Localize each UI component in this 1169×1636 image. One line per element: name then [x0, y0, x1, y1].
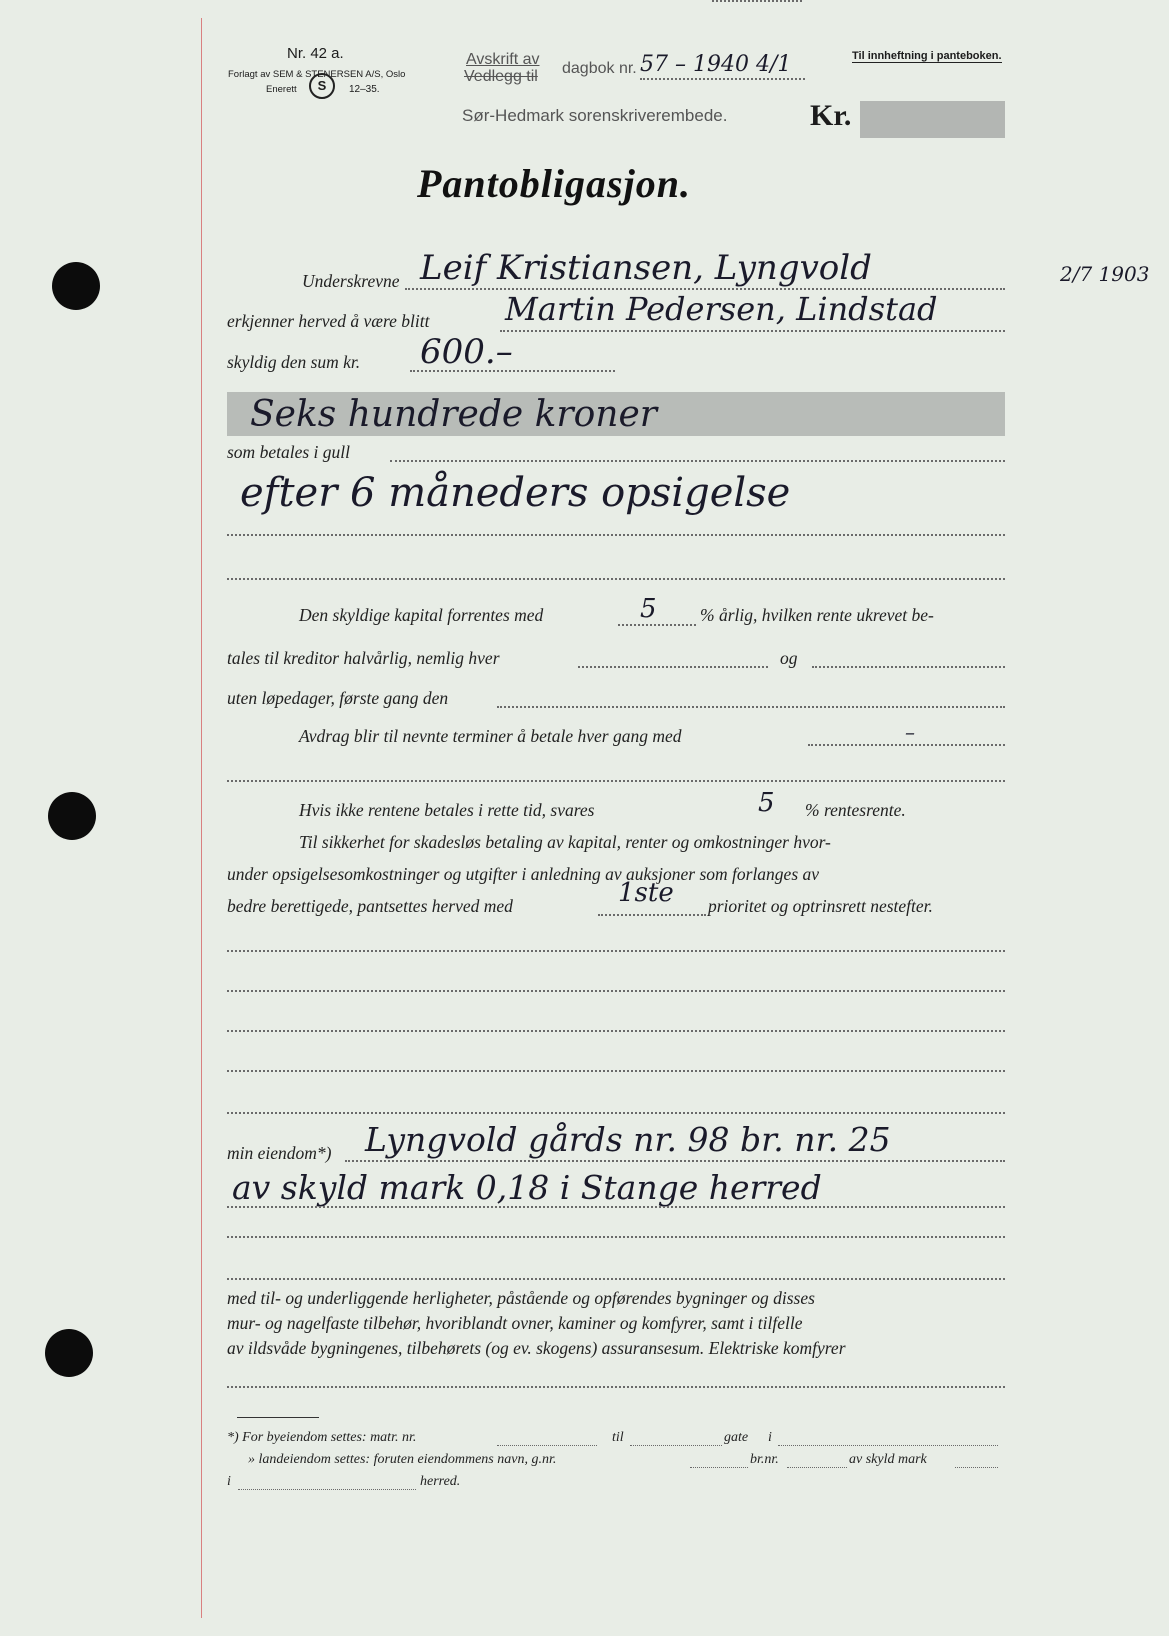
binder-hole-top [52, 262, 100, 310]
kreditor-text: tales til kreditor halvårlig, nemlig hver [227, 648, 500, 668]
binding-note: Til innheftning i panteboken. [852, 50, 1002, 62]
avdrag-text: Avdrag blir til nevnte terminer å betale hver gang med [299, 726, 682, 746]
form-number: Nr. 42 a. [287, 45, 344, 62]
footnote-line-3-a: i [227, 1474, 231, 1489]
sikkerhet-line-2: under opsigelsesomkostninger og utgifter i anledning av auksjoner som forlanges av [227, 864, 820, 884]
prioritet-value: 1ste [618, 878, 674, 908]
rente-text-pre: Den skyldige kapital forrentes med [299, 605, 544, 625]
footnote-line-1-b: til [612, 1430, 624, 1445]
rente-text-post: % årlig, hvilken rente ukrevet be- [700, 605, 934, 625]
sikkerhet-line-1: Til sikkerhet for skadesløs betaling av kapital, renter og omkostninger hvor- [299, 832, 831, 852]
footnote-dots-1b [630, 1445, 722, 1446]
footnote-line-2-a: » landeiendom settes: foruten eiendommens navn, g.nr. [248, 1452, 557, 1467]
kr-amount-box [860, 101, 1005, 138]
binder-hole-middle [48, 792, 96, 840]
kreditor-dots-2 [812, 666, 1005, 668]
blank-line-2 [227, 950, 1005, 952]
skyldig-value: 600.– [420, 332, 513, 372]
blank-line-7 [227, 1236, 1005, 1238]
blank-line-4 [227, 1030, 1005, 1032]
erkjenner-label: erkjenner herved å være blitt [227, 311, 430, 331]
blank-line-3 [227, 990, 1005, 992]
eiendom-value-1: Lyngvold gårds nr. 98 br. nr. 25 [365, 1120, 891, 1159]
footnote-dots-2c [955, 1467, 998, 1468]
blank-line-6 [227, 1112, 1005, 1114]
rentesrente-dots [712, 0, 802, 2]
avdrag-line-2 [227, 780, 1005, 782]
eiendom-line-2 [227, 1206, 1005, 1208]
publisher-enerett: Enerett [266, 84, 297, 95]
footnote-dots-2a [690, 1467, 748, 1468]
rentesrente-text-post: % rentesrente. [805, 800, 906, 820]
kreditor-og: og [780, 648, 798, 668]
attachment-label-struck: Vedlegg til [464, 68, 538, 85]
underskrevne-value: Leif Kristiansen, Lyngvold [420, 248, 872, 288]
document-title: Pantobligasjon. [417, 161, 691, 206]
rentesrente-value: 5 [758, 788, 775, 818]
birthdate-note: 2/7 1903 [1060, 262, 1150, 286]
footnote-dots-3 [238, 1489, 416, 1490]
footnote-line-1-d: i [768, 1430, 772, 1445]
dagbok-dotted-line [640, 78, 805, 80]
terms-line [227, 534, 1005, 536]
gull-label: som betales i gull [227, 442, 350, 462]
footnote-rule [237, 1417, 319, 1418]
footnote-dots-1a [497, 1445, 597, 1446]
blank-line-8 [227, 1278, 1005, 1280]
skyldig-label: skyldig den sum kr. [227, 352, 361, 372]
margin-line [201, 18, 202, 1618]
gull-line [390, 460, 1005, 462]
dagbok-value: 57 – 1940 4/1 [640, 52, 792, 77]
herligheter-line-2: mur- og nagelfaste tilbehør, hvoriblandt ovner, kaminer og komfyrer, samt i tilfelle [227, 1313, 803, 1333]
footnote-line-2-b: br.nr. [750, 1452, 779, 1467]
dagbok-label: dagbok nr. [562, 60, 637, 77]
lopedager-text: uten løpedager, første gang den [227, 688, 449, 708]
footnote-line-3-b: herred. [420, 1474, 461, 1489]
terms-value: efter 6 måneders opsigelse [240, 470, 791, 516]
sikkerhet-line-3-post: prioritet og optrinsrett nestefter. [708, 896, 933, 916]
erkjenner-line [500, 330, 1005, 332]
footnote-dots-2b [787, 1467, 847, 1468]
herligheter-line-1: med til- og underliggende herligheter, påstående og opførendes bygninger og disses [227, 1288, 815, 1308]
eiendom-value-2: av skyld mark 0,18 i Stange herred [232, 1168, 822, 1207]
footnote-line-1-a: *) For byeiendom settes: matr. nr. [227, 1430, 417, 1445]
eiendom-line-1 [345, 1160, 1005, 1162]
avdrag-dots [808, 744, 1005, 746]
avdrag-value: – [905, 720, 915, 744]
prioritet-dots [598, 914, 706, 916]
eiendom-label: min eiendom*) [227, 1143, 332, 1163]
publisher-logo: S [309, 73, 335, 99]
rentesrente-text-pre: Hvis ikke rentene betales i rette tid, svares [299, 800, 595, 820]
binder-hole-bottom [45, 1329, 93, 1377]
lopedager-dots [497, 706, 1005, 708]
rente-value: 5 [640, 594, 657, 624]
herligheter-trailing-line [227, 1386, 1005, 1388]
blank-line-5 [227, 1070, 1005, 1072]
kreditor-dots [578, 666, 768, 668]
creditor-value: Martin Pedersen, Lindstad [505, 290, 938, 328]
copy-label: Avskrift av [466, 51, 540, 68]
kr-label: Kr. [810, 99, 852, 132]
office-name: Sør-Hedmark sorenskriverembede. [462, 106, 728, 125]
underskrevne-label: Underskrevne [302, 271, 400, 291]
publisher-date: 12–35. [349, 84, 380, 95]
sikkerhet-line-3-pre: bedre berettigede, pantsettes herved med [227, 896, 513, 916]
footnote-line-2-c: av skyld mark [849, 1452, 927, 1467]
blank-line-1 [227, 578, 1005, 580]
rente-dots [618, 624, 696, 626]
amount-words-value: Seks hundrede kroner [250, 394, 658, 435]
publisher-line: Forlagt av SEM & STENERSEN A/S, Oslo [228, 69, 406, 80]
skyldig-line [410, 370, 615, 372]
footnote-dots-1c [778, 1445, 998, 1446]
footnote-line-1-c: gate [724, 1430, 749, 1445]
herligheter-line-3: av ildsvåde bygningenes, tilbehørets (og ev. skogens) assuransesum. Elektriske komfyrer [227, 1338, 846, 1358]
